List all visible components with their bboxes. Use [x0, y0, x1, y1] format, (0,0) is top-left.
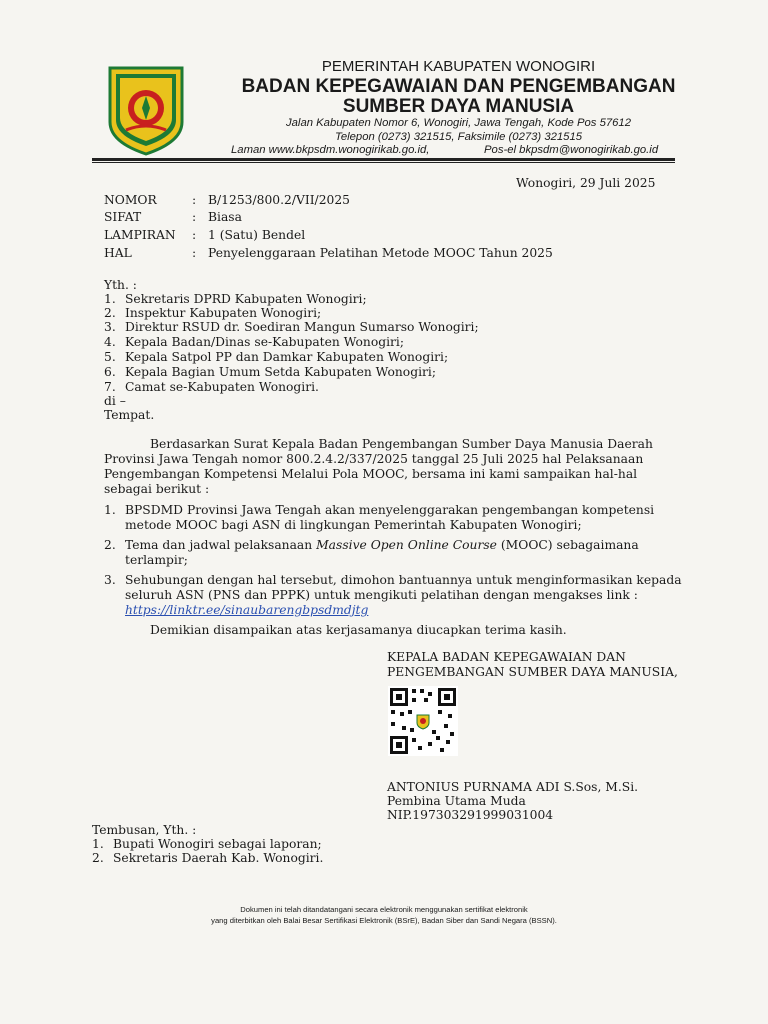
point1-line2: metode MOOC bagi ASN di lingkungan Pemerintah Kabupaten Wonogiri;: [125, 518, 582, 532]
signatory-title-line2: PENGEMBANGAN SUMBER DAYA MANUSIA,: [387, 665, 678, 679]
letter-date: Wonogiri, 29 Juli 2025: [516, 176, 656, 190]
letterhead-address: Jalan Kabupaten Nomor 6, Wonogiri, Jawa Tengah, Kode Pos 57612: [286, 117, 631, 129]
letterhead-phone: Telepon (0273) 321515, Faksimile (0273) 321515: [334, 131, 583, 143]
signatory-rank: Pembina Utama Muda: [387, 794, 526, 808]
esign-notice-line1: Dokumen ini telah ditandatangani secara elektronik menggunakan sertifikat elektronik: [240, 905, 528, 914]
meta-colon: :: [192, 228, 197, 242]
meta-value-sifat: Biasa: [208, 210, 242, 224]
meta-value-nomor: B/1253/800.2/VII/2025: [208, 193, 350, 207]
recipient-number: 5.: [104, 350, 116, 364]
letterhead-website: Laman www.bkpsdm.wonogirikab.go.id,: [231, 144, 430, 156]
point2-italic: Massive Open Online Course: [316, 538, 497, 552]
recipients-place: Tempat.: [104, 408, 155, 422]
recipient-item: Kepala Badan/Dinas se-Kabupaten Wonogiri;: [125, 335, 404, 349]
recipient-number: 3.: [104, 320, 116, 334]
recipients-salutation: Yth. :: [104, 278, 137, 292]
recipient-number: 4.: [104, 335, 116, 349]
signatory-title-line1: KEPALA BADAN KEPEGAWAIAN DAN: [387, 650, 626, 664]
cc-number: 2.: [92, 851, 104, 865]
point-number: 1.: [104, 503, 116, 517]
recipient-item: Sekretaris DPRD Kabupaten Wonogiri;: [125, 292, 367, 306]
regency-emblem-logo: [106, 64, 186, 156]
signature-qr-code: [388, 686, 458, 756]
point-number: 2.: [104, 538, 116, 552]
meta-label-nomor: NOMOR: [104, 193, 157, 207]
recipient-number: 2.: [104, 306, 116, 320]
recipient-item: Inspektur Kabupaten Wonogiri;: [125, 306, 322, 320]
meta-label-lampiran: LAMPIRAN: [104, 228, 176, 242]
letterhead-divider-thin: [92, 162, 675, 163]
cc-heading: Tembusan, Yth. :: [92, 823, 197, 837]
cc-item: Sekretaris Daerah Kab. Wonogiri.: [113, 851, 324, 865]
point1-line1: BPSDMD Provinsi Jawa Tengah akan menyelenggarakan pengembangan kompetensi: [125, 503, 655, 517]
recipient-item: Direktur RSUD dr. Soediran Mangun Sumarso Wonogiri;: [125, 320, 479, 334]
letterhead-email: Pos-el bkpsdm@wonogirikab.go.id: [484, 144, 659, 156]
point-number: 3.: [104, 573, 116, 587]
closing-sentence: Demikian disampaikan atas kerjasamanya diucapkan terima kasih.: [150, 623, 567, 637]
body-intro-line: Berdasarkan Surat Kepala Badan Pengembangan Sumber Daya Manusia Daerah: [150, 437, 653, 451]
meta-label-hal: HAL: [104, 246, 132, 260]
recipient-item: Kepala Bagian Umum Setda Kabupaten Wonogiri;: [125, 365, 436, 379]
recipient-item: Kepala Satpol PP dan Damkar Kabupaten Wonogiri;: [125, 350, 449, 364]
point2-post: (MOOC) sebagaimana: [496, 538, 639, 552]
letterhead-government: PEMERINTAH KABUPATEN WONOGIRI: [321, 58, 596, 75]
meta-value-hal: Penyelenggaraan Pelatihan Metode MOOC Tahun 2025: [208, 246, 553, 260]
letterhead-agency-line2: SUMBER DAYA MANUSIA: [342, 96, 575, 117]
cc-number: 1.: [92, 837, 104, 851]
meta-colon: :: [192, 193, 197, 207]
letterhead-divider: [92, 158, 675, 161]
signatory-nip: NIP.197303291999031004: [387, 808, 554, 822]
recipient-number: 6.: [104, 365, 116, 379]
point2-line1: [125, 538, 639, 552]
meta-value-lampiran: 1 (Satu) Bendel: [208, 228, 306, 242]
recipients-di: di –: [104, 394, 126, 408]
point2-line2: terlampir;: [125, 553, 188, 567]
meta-colon: :: [192, 210, 197, 224]
signatory-name: ANTONIUS PURNAMA ADI S.Sos, M.Si.: [387, 780, 639, 794]
point2-pre: Tema dan jadwal pelaksanaan: [125, 538, 317, 552]
meta-label-sifat: SIFAT: [104, 210, 142, 224]
meta-colon: :: [192, 246, 197, 260]
point3-line1: Sehubungan dengan hal tersebut, dimohon bantuannya untuk menginformasikan kepada: [125, 573, 682, 587]
recipient-number: 1.: [104, 292, 116, 306]
body-intro-line: Pengembangan Kompetensi Melalui Pola MOOC, bersama ini kami sampaikan hal-hal: [104, 467, 638, 481]
letterhead-agency-line1: BADAN KEPEGAWAIAN DAN PENGEMBANGAN: [241, 76, 676, 97]
registration-link[interactable]: https://linktr.ee/sinaubarengbpsdmdjtg: [125, 603, 369, 617]
body-intro-line: sebagai berikut :: [104, 482, 210, 496]
esign-notice-line2: yang diterbitkan oleh Balai Besar Sertifikasi Elektronik (BSrE), Badan Siber dan Sandi Negara (BSSN).: [211, 916, 557, 925]
point3-line2: seluruh ASN (PNS dan PPPK) untuk mengikuti pelatihan dengan mengakses link :: [125, 588, 638, 602]
body-intro-line: Provinsi Jawa Tengah nomor 800.2.4.2/337/2025 tanggal 25 Juli 2025 hal Pelaksanaan: [104, 452, 644, 466]
cc-item: Bupati Wonogiri sebagai laporan;: [113, 837, 322, 851]
recipient-number: 7.: [104, 380, 116, 394]
recipient-item: Camat se-Kabupaten Wonogiri.: [125, 380, 319, 394]
